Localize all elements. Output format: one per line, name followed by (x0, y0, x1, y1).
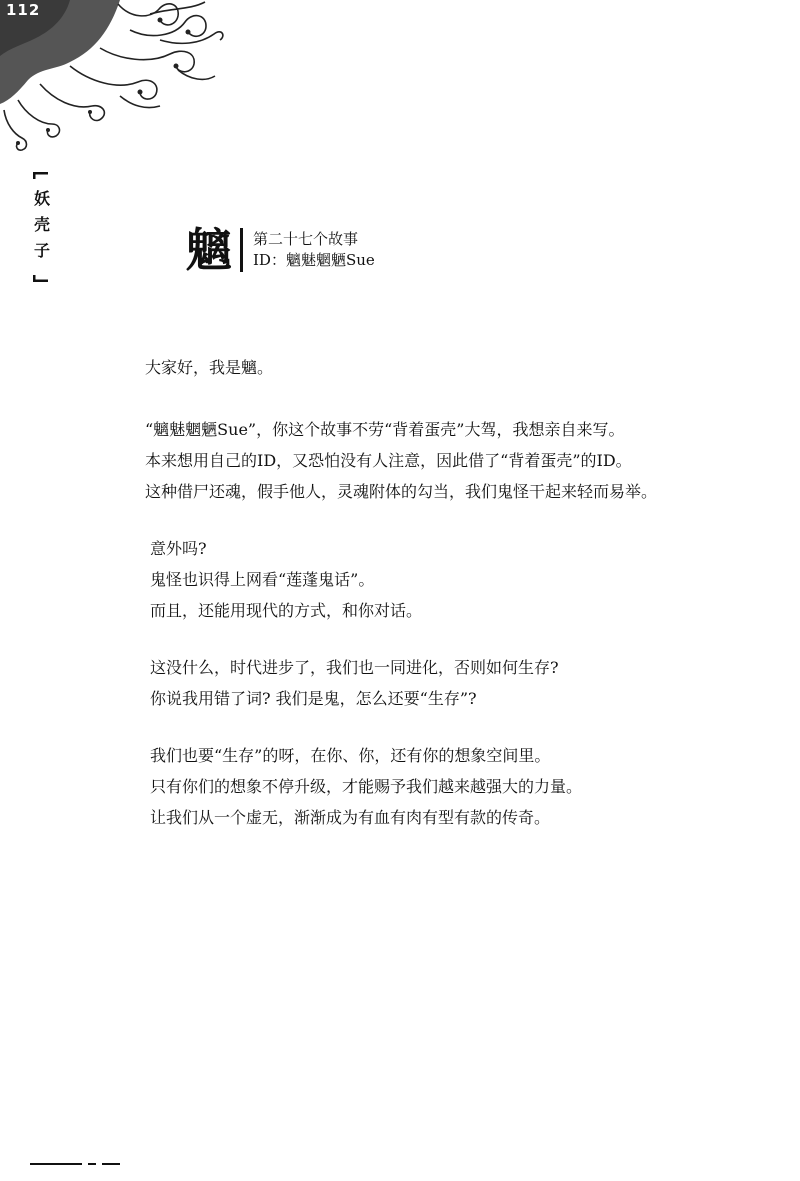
chapter-subtitle: 第二十七个故事 (253, 230, 359, 248)
paragraph: 鬼怪也识得上网看“莲蓬鬼话”。 (150, 570, 375, 589)
paragraph: 本来想用自己的ID，又恐怕没有人注意，因此借了“背着蛋壳”的ID。 (145, 451, 632, 470)
paragraph: 大家好，我是魑。 (145, 358, 274, 377)
running-book-title (30, 172, 52, 282)
paragraph: 这没什么，时代进步了，我们也一同进化，否则如何生存? (150, 658, 559, 677)
corner-ornament-illustration (0, 0, 230, 160)
bracket-bottom-icon (33, 274, 49, 282)
paragraph: 这种借尸还魂，假手他人，灵魂附体的勾当，我们鬼怪干起来轻而易举。 (145, 482, 658, 501)
paragraph: 你说我用错了词? 我们是鬼，怎么还要“生存”? (150, 689, 477, 708)
chapter-title-glyph: 魑 (186, 223, 232, 277)
paragraph: 我们也要“生存”的呀，在你、你，还有你的想象空间里。 (150, 746, 551, 765)
paragraph: 让我们从一个虚无，渐渐成为有血有肉有型有款的传奇。 (150, 808, 551, 827)
bracket-top-icon (33, 172, 49, 180)
page-number: 112 (6, 1, 41, 19)
chapter-divider (240, 228, 243, 272)
footer-rule (30, 1163, 120, 1166)
paragraph: 意外吗? (150, 539, 207, 558)
chapter-meta (253, 229, 375, 271)
paragraph: “魑魅魍魉Sue”，你这个故事不劳“背着蛋壳”大驾，我想亲自来写。 (145, 420, 625, 439)
book-title-vertical: 妖壳子 (31, 190, 51, 268)
story-body (113, 352, 723, 833)
chapter-header (186, 222, 375, 278)
paragraph: 只有你们的想象不停升级，才能赐予我们越来越强大的力量。 (150, 777, 583, 796)
paragraph: 而且，还能用现代的方式，和你对话。 (150, 601, 423, 620)
chapter-author-id: ID：魑魅魍魉Sue (253, 251, 375, 269)
